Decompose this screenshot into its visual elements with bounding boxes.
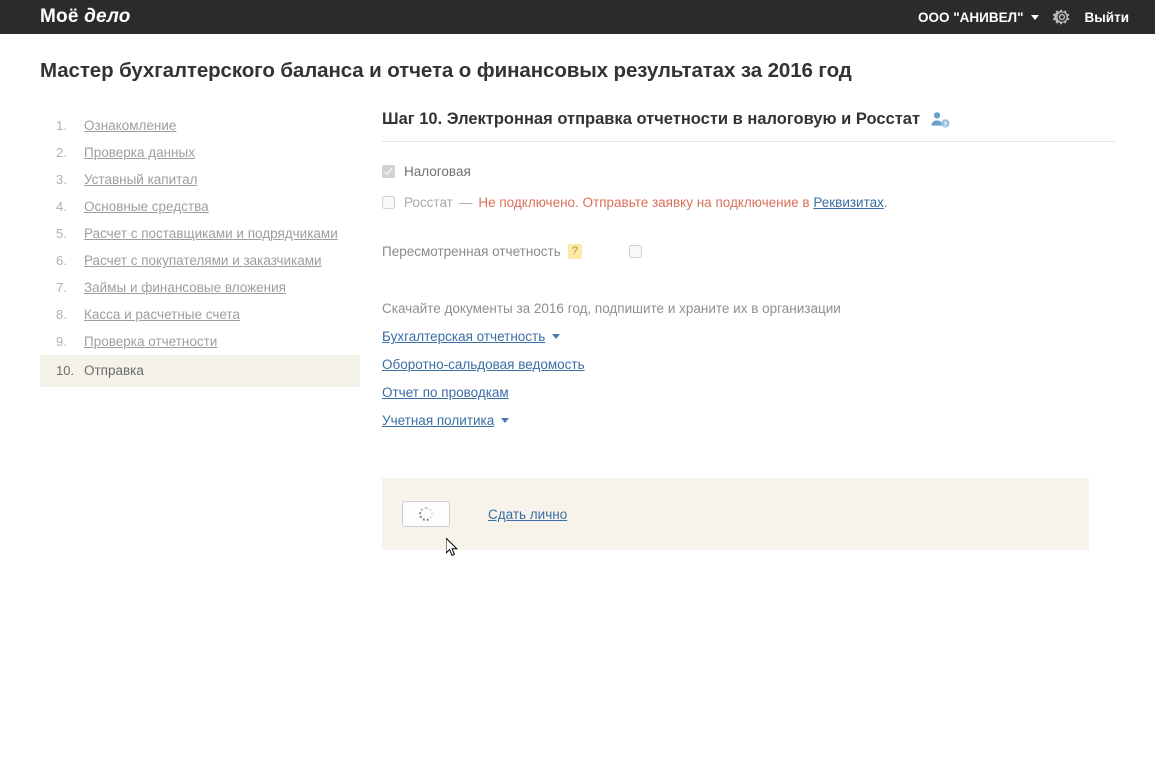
rosstat-label: Росстат (404, 195, 453, 210)
download-accounting-statements-link[interactable]: Бухгалтерская отчетность (382, 329, 546, 344)
sidebar-item-3[interactable] (40, 166, 360, 193)
download-note: Скачайте документы за 2016 год, подпишите и храните их в организации (382, 301, 841, 316)
step-number: 9. (56, 334, 67, 349)
rosstat-checkbox[interactable] (382, 196, 395, 209)
step-label: Отправка (84, 363, 144, 378)
gear-icon[interactable] (1053, 8, 1071, 26)
download-accounting-policy-link[interactable]: Учетная политика (382, 413, 495, 428)
requisites-link[interactable]: Реквизитах (813, 195, 884, 210)
step-label[interactable]: Займы и финансовые вложения (84, 280, 286, 295)
chevron-down-icon (1031, 15, 1039, 20)
send-button[interactable] (402, 501, 450, 527)
step-label[interactable]: Расчет с покупателями и заказчиками (84, 253, 322, 268)
sidebar-item-8[interactable] (40, 301, 360, 328)
step-number: 6. (56, 253, 67, 268)
download-turnover-balance-link[interactable]: Оборотно-сальдовая ведомость (382, 357, 585, 372)
step-number: 1. (56, 118, 67, 133)
step-number: 2. (56, 145, 67, 160)
sidebar-item-7[interactable] (40, 274, 360, 301)
company-name: ООО "АНИВЕЛ" (918, 9, 1024, 25)
step-label[interactable]: Проверка данных (84, 145, 195, 160)
download-link-row-2 (382, 357, 1115, 372)
download-postings-report-link[interactable]: Отчет по проводкам (382, 385, 509, 400)
revised-report-row (382, 242, 1115, 261)
sidebar-item-6[interactable] (40, 247, 360, 274)
logo-main: Моё (40, 6, 79, 27)
tax-label: Налоговая (404, 164, 471, 179)
rosstat-dash: — (458, 195, 473, 210)
step-heading-text: Шаг 10. Электронная отправка отчетности в налоговую и Росстат (382, 110, 921, 128)
sidebar-item-1[interactable] (40, 112, 360, 139)
step-label[interactable]: Ознакомление (84, 118, 177, 133)
step-number: 4. (56, 199, 67, 214)
logout-button[interactable]: Выйти (1084, 9, 1129, 25)
page-body (0, 59, 1155, 550)
chevron-down-icon[interactable] (501, 418, 509, 423)
top-bar-right (918, 8, 1129, 26)
step-number: 10. (56, 363, 75, 378)
step-label[interactable]: Проверка отчетности (84, 334, 218, 349)
content-area (40, 108, 1115, 550)
tax-checkbox[interactable] (382, 165, 395, 178)
sidebar-item-2[interactable] (40, 139, 360, 166)
svg-text:?: ? (943, 120, 948, 128)
revised-report-checkbox[interactable] (629, 245, 642, 258)
rosstat-row (382, 195, 1115, 210)
loading-spinner-icon (419, 507, 433, 521)
rosstat-warning-text: Не подключено. Отправьте заявку на подключение в (478, 195, 814, 210)
main-panel (360, 108, 1115, 550)
tax-row (382, 164, 1115, 179)
steps-sidebar (40, 108, 360, 550)
send-panel (382, 478, 1089, 550)
rosstat-warning (478, 195, 887, 210)
sidebar-item-10[interactable] (40, 355, 360, 387)
download-link-row-4 (382, 413, 1115, 428)
step-label[interactable]: Основные средства (84, 199, 209, 214)
download-link-row-1 (382, 329, 1115, 344)
sidebar-item-9[interactable] (40, 328, 360, 355)
step-number: 8. (56, 307, 67, 322)
download-link-row-3 (382, 385, 1115, 400)
sidebar-item-4[interactable] (40, 193, 360, 220)
app-logo[interactable] (40, 6, 131, 28)
heading-divider (382, 141, 1115, 142)
submit-in-person-row (488, 507, 567, 522)
top-bar (0, 0, 1155, 34)
step-number: 5. (56, 226, 67, 241)
sidebar-item-5[interactable] (40, 220, 360, 247)
step-number: 7. (56, 280, 67, 295)
help-person-icon[interactable] (930, 111, 950, 129)
revised-report-label: Пересмотренная отчетность (382, 244, 561, 259)
logo-sub: дело (84, 6, 131, 27)
step-label[interactable]: Расчет с поставщиками и подрядчиками (84, 226, 338, 241)
chevron-down-icon[interactable] (552, 334, 560, 339)
submit-in-person-link[interactable]: Сдать лично (488, 506, 568, 522)
rosstat-period: . (883, 195, 888, 210)
step-label[interactable]: Уставный капитал (84, 172, 198, 187)
company-selector[interactable] (918, 10, 1038, 25)
page-title: Мастер бухгалтерского баланса и отчета о финансовых результатах за 2016 год (40, 59, 852, 82)
help-question-icon[interactable]: ? (568, 244, 582, 259)
step-heading (382, 110, 1115, 129)
step-number: 3. (56, 172, 67, 187)
step-label[interactable]: Касса и расчетные счета (84, 307, 240, 322)
